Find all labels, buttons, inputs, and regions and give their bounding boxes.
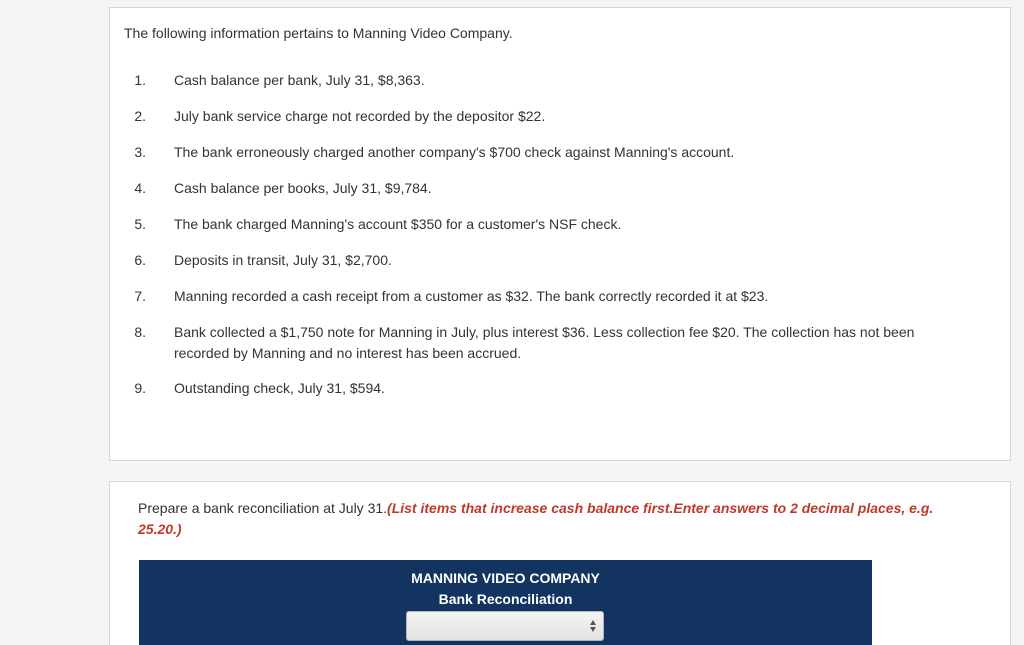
list-item [110,142,1010,163]
list-item [110,322,1010,364]
company-name: MANNING VIDEO COMPANY [411,570,600,586]
list-item [110,70,1010,91]
item-number: 1. [134,72,146,88]
date-select[interactable] [406,611,604,641]
item-text: Cash balance per bank, July 31, $8,363. [174,72,425,88]
item-text: Deposits in transit, July 31, $2,700. [174,252,392,268]
list-item [110,106,1010,127]
task-instruction-text: Prepare a bank reconciliation at July 31. [138,500,388,516]
task-hint: (List items that increase cash balance first.Enter answers to 2 decimal places, e.g. 25.20.) [138,500,934,537]
reconciliation-header [139,560,872,645]
item-number: 9. [134,380,146,396]
item-number: 2. [134,108,146,124]
reconciliation-title: Bank Reconciliation [438,591,573,607]
task-card [109,481,1011,645]
list-item [110,178,1010,199]
item-text: Bank collected a $1,750 note for Manning in July, plus interest $36. Less collection fee $20. The collection has not been recorded by Manning and no interest has been accrued. [174,324,915,361]
list-item [110,378,1010,399]
item-text: Cash balance per books, July 31, $9,784. [174,180,432,196]
item-text: Outstanding check, July 31, $594. [174,380,385,396]
item-text: Manning recorded a cash receipt from a customer as $32. The bank correctly recorded it at $23. [174,288,769,304]
list-item [110,214,1010,235]
item-number: 4. [134,180,146,196]
problem-items-list [110,70,1010,414]
problem-intro: The following information pertains to Manning Video Company. [124,25,513,41]
select-arrows-icon [589,618,597,634]
item-number: 6. [134,252,146,268]
item-number: 3. [134,144,146,160]
item-number: 8. [134,324,146,340]
task-instructions [138,498,978,540]
list-item [110,250,1010,271]
problem-card [109,7,1011,461]
item-text: The bank erroneously charged another company's $700 check against Manning's account. [174,144,735,160]
item-number: 5. [134,216,146,232]
list-item [110,286,1010,307]
item-text: The bank charged Manning's account $350 for a customer's NSF check. [174,216,622,232]
item-text: July bank service charge not recorded by the depositor $22. [174,108,546,124]
item-number: 7. [134,288,146,304]
